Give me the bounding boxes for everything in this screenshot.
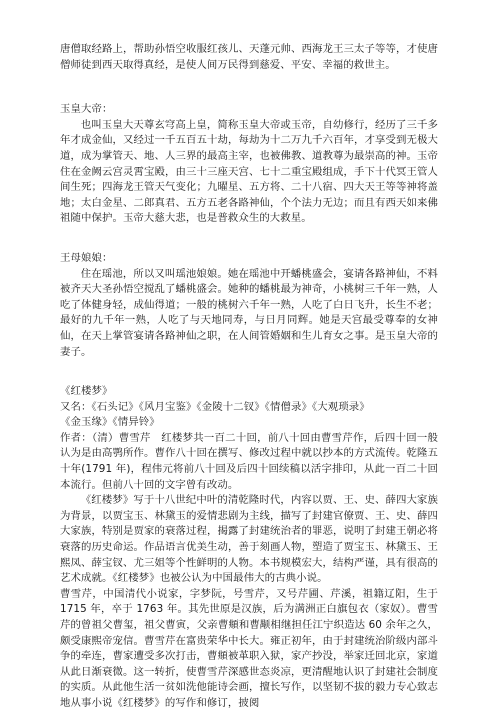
queen-mother-paragraph: 住在瑶池，所以又叫瑶池娘娘。她在瑶池中开蟠桃盛会，宴请各路神仙，不料被齐天大圣孙悟空搅乱了蟠桃盛会。她种的蟠桃最为神奇，小桃树三千年一熟，人吃了体健身轻，成仙得道；一般的桃树六千年一熟，人吃了白日飞升，长生不老；最好的九千年一熟，人吃了与天地同寿，与日月同辉。她是天宫最受尊奉的女神仙，在天上掌管宴请各路神仙之职，在人间管婚姻和生儿育女之事。是玉皇大帝的妻子。 [60,267,438,358]
section-gap [60,360,438,384]
document-page [60,42,438,712]
section-gap [60,227,438,251]
section-gap [60,73,438,102]
dream-title: 《红楼梦》 [60,385,113,398]
dream-author-paragraph: 作者：（清）曹雪芹 红楼梦共一百二十回，前八十回由曹雪芹作，后四十回一般认为是由高鹗所作。曹作八十回在撰写、修改过程中就以抄本的方式流传。乾隆五十年(1791 年)，程伟元将前八十回及后四十回续稿以活字排印，从此一百二十回本流行。但前八十回的文字曾有改动。 [60,431,438,491]
dream-aliases-line-1: 又名：《石头记》《风月宝鉴》《金陵十二钗》《情僧录》《大观琐录》 [60,400,370,413]
dream-biography-paragraph: 曹雪芹，中国清代小说家，字梦阮，号雪芹，又号芹圃、芹溪，祖籍辽阳，生于 1715 年，卒于 1763 年。其先世原是汉族，后为满洲正白旗包衣（家奴）。曹雪芹的曾祖父曹玺，祖父曹寅，父亲曹頫和曹颙相继担任江宁织造达 60 余年之久，颇受康熙帝宠信。曹雪芹在富贵荣华中长大。雍正初年，由于封建统治阶级内部斗争的牵连，曹家遭受多次打击，曹頫被革职入狱，家产抄没，举家迁回北京，家道从此日渐衰微。这一转折，使曹雪芹深感世态炎凉，更清醒地认识了封建社会制度的实质。从此他生活一贫如洗他能诗会画，擅长写作，以坚韧不拔的毅力专心致志地从事小说《红楼梦》的写作和修订，披阅 [60,587,438,709]
jade-emperor-heading: 玉皇大帝： [60,103,113,116]
dream-aliases-line-2: 《金玉缘》《情异铃》 [60,416,160,429]
jade-emperor-paragraph: 也叫玉皇大天尊玄穹高上皇，简称玉皇大帝或玉帝，自幼修行，经历了三千多年才成金仙，又经过一千五百五十劫，每劫为十二万九千六百年，才享受到无极大道，成为掌管天、地、人三界的最高主宰，也被佛教、道教尊为最崇高的神。玉帝住在金阙云宫灵霄宝殿，由三十三座天宫、七十二重宝殿组成，手下十代冥王管人间生死；四海龙王管天气变化；九曜星、五方将、二十八宿、四大天王等等神将盖地；太白金星、二郎真君、五方五老各路神仙，个个法力无边；而且有西天如来佛祖随中保护。玉帝大慈大悲，也是普救众生的大救星。 [60,118,438,225]
queen-mother-heading: 王母娘娘： [60,251,113,264]
intro-paragraph: 唐僧取经路上，帮助孙悟空收服红孩儿、天蓬元帅、西海龙王三太子等等，才使唐僧师徒到西天取得真经，是使人间万民得到慈爱、平安、幸福的救世主。 [60,43,438,71]
dream-summary-paragraph: 《红楼梦》写于十八世纪中叶的清乾隆时代，内容以贾、王、史、薛四大家族为背景，以贾宝玉、林黛玉的爱情悲剧为主线，描写了封建官僚贾、王、史、薛四大家族，特别是贾家的衰落过程，揭露了封建统治者的罪恶，说明了封建王朝必将衰落的历史命运。作品语言优美生动，善于刻画人物，塑造了贾宝玉、林黛玉、王熙凤、薛宝钗、尤三姐等个性鲜明的人物。本书规模宏大，结构严谨，具有很高的艺术成就。《红楼梦》也被公认为中国最伟大的古典小说。 [60,494,438,585]
